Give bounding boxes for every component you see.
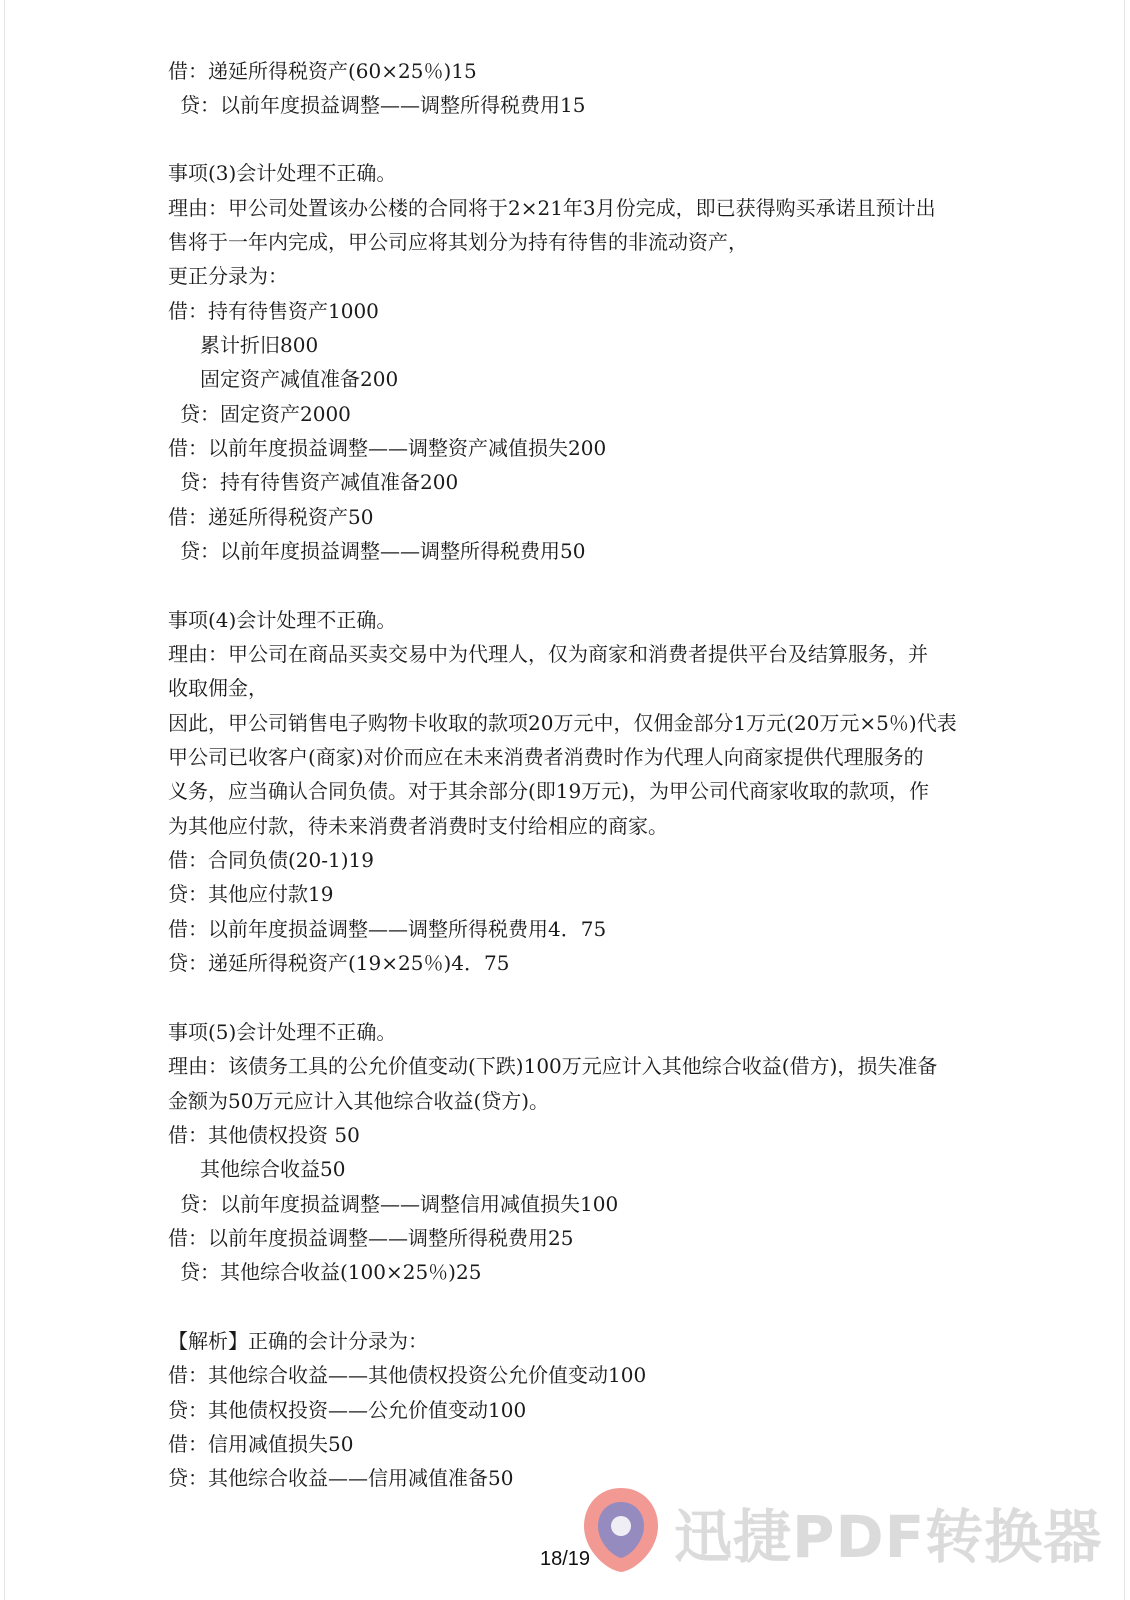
section-heading: 事项(4)会计处理不正确。 [168,608,397,632]
text-line: 理由：甲公司处置该办公楼的合同将于2×21年3月份完成，即已获得购买承诺且预计出 [168,196,936,220]
text-line: 借：其他债权投资 50 [168,1123,360,1147]
text-line: 贷：持有待售资产减值准备200 [180,470,459,494]
page-right-edge [1124,0,1125,1600]
text-line: 贷：其他综合收益(100×25％)25 [180,1260,482,1284]
text-line: 贷：固定资产2000 [180,402,351,426]
text-line: 贷：其他综合收益——信用减值准备50 [168,1466,514,1490]
text-line: 固定资产减值准备200 [200,367,399,391]
text-line: 贷：以前年度损益调整——调整所得税费用15 [180,93,586,117]
text-line: 更正分录为： [168,264,288,288]
text-line: 贷：其他债权投资——公允价值变动100 [168,1398,527,1422]
text-line: 金额为50万元应计入其他综合收益(贷方)。 [168,1089,550,1113]
text-line: 理由：该债务工具的公允价值变动(下跌)100万元应计入其他综合收益(借方)，损失准备 [168,1054,938,1078]
text-line: 为其他应付款，待未来消费者消费时支付给相应的商家。 [168,814,668,838]
text-line: 借：以前年度损益调整——调整资产减值损失200 [168,436,607,460]
text-line: 收取佣金， [168,676,268,700]
text-line: 借：以前年度损益调整——调整所得税费用25 [168,1226,574,1250]
text-line: 借：持有待售资产1000 [168,299,379,323]
text-line: 义务，应当确认合同负债。对于其余部分(即19万元)，为甲公司代商家收取的款项，作 [168,779,930,803]
text-line: 贷：以前年度损益调整——调整所得税费用50 [180,539,586,563]
watermark-text: 迅捷PDF转换器 [674,1503,1103,1571]
text-line: 理由：甲公司在商品买卖交易中为代理人，仅为商家和消费者提供平台及结算服务，并 [168,642,928,666]
page-number: 18/19 [539,1548,591,1570]
text-line: 其他综合收益50 [200,1157,346,1181]
text-line: 售将于一年内完成，甲公司应将其划分为持有待售的非流动资产， [168,230,748,254]
text-line: 借：递延所得税资产50 [168,505,374,529]
page-left-edge [4,0,5,1600]
text-line: 借：合同负债(20-1)19 [168,848,374,872]
text-line: 贷：以前年度损益调整——调整信用减值损失100 [180,1192,619,1216]
section-heading: 事项(3)会计处理不正确。 [168,161,397,185]
text-line: 借：信用减值损失50 [168,1432,354,1456]
text-line: 贷：其他应付款19 [168,882,334,906]
text-line: 贷：递延所得税资产(19×25％)4．75 [168,951,510,975]
text-line: 借：以前年度损益调整——调整所得税费用4．75 [168,917,607,941]
section-heading: 事项(5)会计处理不正确。 [168,1020,397,1044]
analysis-heading: 【解析】正确的会计分录为： [168,1329,428,1353]
text-line: 因此，甲公司销售电子购物卡收取的款项20万元中，仅佣金部分1万元(20万元×5％)代表 [168,711,957,735]
text-line: 借：递延所得税资产(60×25％)15 [168,59,477,83]
text-line: 累计折旧800 [200,333,319,357]
text-line: 甲公司已收客户(商家)对价而应在未来消费者消费时作为代理人向商家提供代理服务的 [168,745,924,769]
text-line: 借：其他综合收益——其他债权投资公允价值变动100 [168,1363,647,1387]
